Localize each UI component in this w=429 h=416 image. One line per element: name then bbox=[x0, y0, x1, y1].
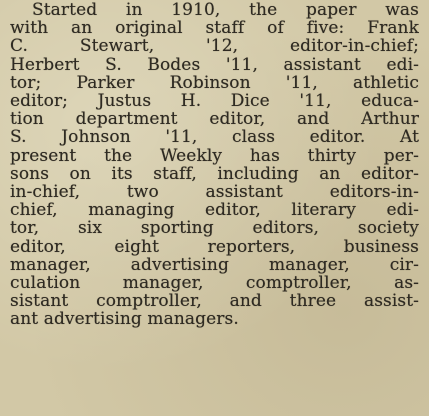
article-line: manager, advertising manager, cir- bbox=[10, 255, 419, 275]
article-line: Herbert S. Bodes '11, assistant edi- bbox=[10, 55, 419, 74]
article-line: editor; Justus H. Dice '11, educa- bbox=[10, 92, 419, 111]
article-line: tor, six sporting editors, society bbox=[10, 219, 419, 238]
article-line: Started in 1910, the paper was bbox=[32, 1, 419, 20]
article-line: sons on its staff, including an editor- bbox=[10, 164, 419, 184]
article-line: tor; Parker Robinson '11, athletic bbox=[10, 73, 419, 93]
article-line: sistant comptroller, and three assist- bbox=[10, 292, 419, 311]
article-line: S. Johnson '11, class editor. At bbox=[10, 128, 419, 147]
article-paragraph bbox=[10, 1, 419, 329]
article-line: ant advertising managers. bbox=[10, 310, 239, 329]
article-line: culation manager, comptroller, as- bbox=[10, 274, 419, 293]
article-line: chief, managing editor, literary edi- bbox=[10, 201, 419, 220]
article-line: tion department editor, and Arthur bbox=[10, 110, 419, 129]
article-line: with an original staff of five: Frank bbox=[10, 19, 419, 38]
article-line: in-chief, two assistant editors-in- bbox=[10, 183, 419, 202]
article-line: present the Weekly has thirty per- bbox=[10, 146, 419, 165]
article-line: editor, eight reporters, business bbox=[10, 237, 419, 256]
article-line: C. Stewart, '12, editor-in-chief; bbox=[10, 37, 419, 56]
